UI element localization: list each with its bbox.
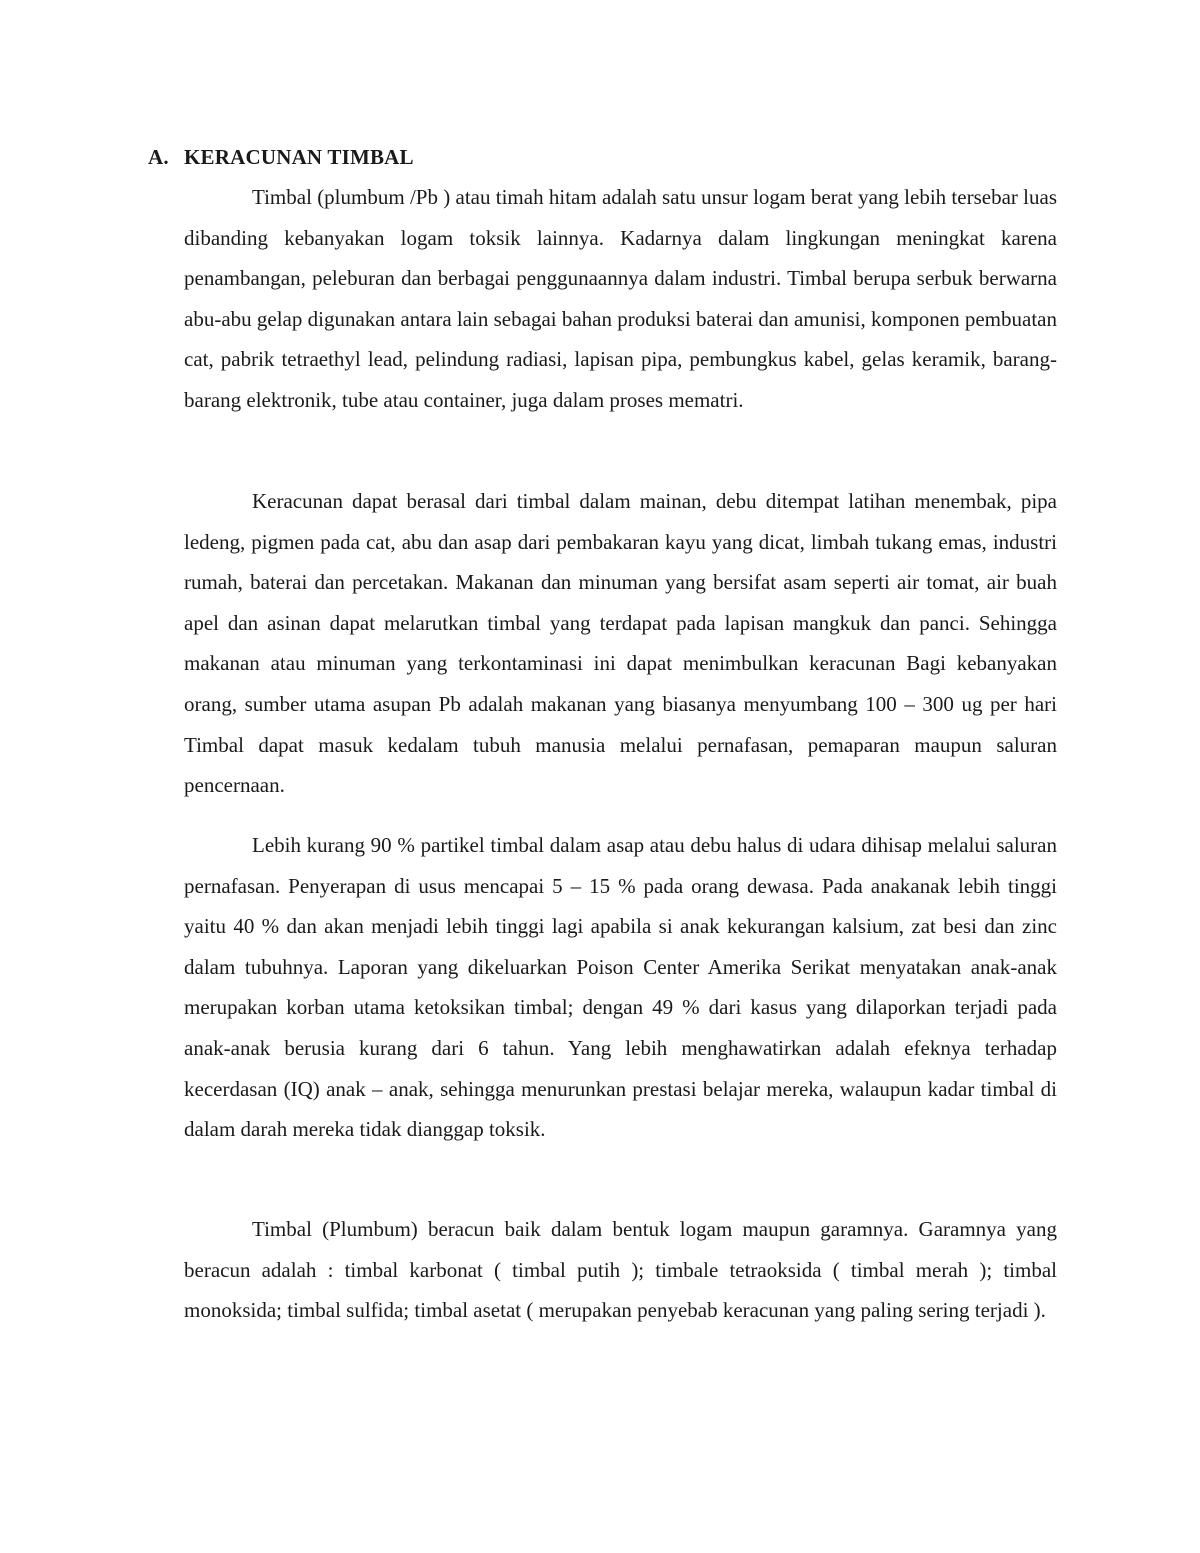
paragraph-4: Timbal (Plumbum) beracun baik dalam bentuk logam maupun garamnya. Garamnya yang beracun adalah : timbal karbonat ( timbal putih ); timbale tetraoksida ( timbal merah ); timbal monoksida; timbal sulfida; timbal asetat ( merupakan penyebab keracunan yang paling sering terjadi ). bbox=[184, 1217, 1057, 1323]
section-title: KERACUNAN TIMBAL bbox=[184, 145, 414, 169]
paragraph-1: Timbal (plumbum /Pb ) atau timah hitam adalah satu unsur logam berat yang lebih tersebar luas dibanding kebanyakan logam toksik lainnya. Kadarnya dalam lingkungan meningkat karena penambangan, peleburan dan berbagai penggunaannya dalam industri. Timbal berupa serbuk berwarna abu-abu gelap digunakan antara lain sebagai bahan produksi baterai dan amunisi, komponen pembuatan cat, pabrik tetraethyl lead, pelindung radiasi, lapisan pipa, pembungkus kabel, gelas keramik, barang-barang elektronik, tube atau container, juga dalam proses mematri. bbox=[184, 185, 1057, 412]
paragraph-3: Lebih kurang 90 % partikel timbal dalam asap atau debu halus di udara dihisap melalui saluran pernafasan. Penyerapan di usus mencapai 5 – 15 % pada orang dewasa. Pada anakanak lebih tinggi yaitu 40 % dan akan menjadi lebih tinggi lagi apabila si anak kekurangan kalsium, zat besi dan zinc dalam tubuhnya. Laporan yang dikeluarkan Poison Center Amerika Serikat menyatakan anak-anak merupakan korban utama ketoksikan timbal; dengan 49 % dari kasus yang dilaporkan terjadi pada anak-anak berusia kurang dari 6 tahun. Yang lebih menghawatirkan adalah efeknya terhadap kecerdasan (IQ) anak – anak, sehingga menurunkan prestasi belajar mereka, walaupun kadar timbal di dalam darah mereka tidak dianggap toksik. bbox=[184, 833, 1057, 1142]
section-number: A. bbox=[148, 145, 169, 169]
paragraph-2: Keracunan dapat berasal dari timbal dalam mainan, debu ditempat latihan menembak, pipa ledeng, pigmen pada cat, abu dan asap dari pembakaran kayu yang dicat, limbah tukang emas, industri rumah, baterai dan percetakan. Makanan dan minuman yang bersifat asam seperti air tomat, air buah apel dan asinan dapat melarutkan timbal yang terdapat pada lapisan mangkuk dan panci. Sehingga makanan atau minuman yang terkontaminasi ini dapat menimbulkan keracunan Bagi kebanyakan orang, sumber utama asupan Pb adalah makanan yang biasanya menyumbang 100 – 300 ug per hari Timbal dapat masuk kedalam tubuh manusia melalui pernafasan, pemaparan maupun saluran pencernaan. bbox=[184, 489, 1057, 798]
section-heading bbox=[148, 142, 414, 172]
